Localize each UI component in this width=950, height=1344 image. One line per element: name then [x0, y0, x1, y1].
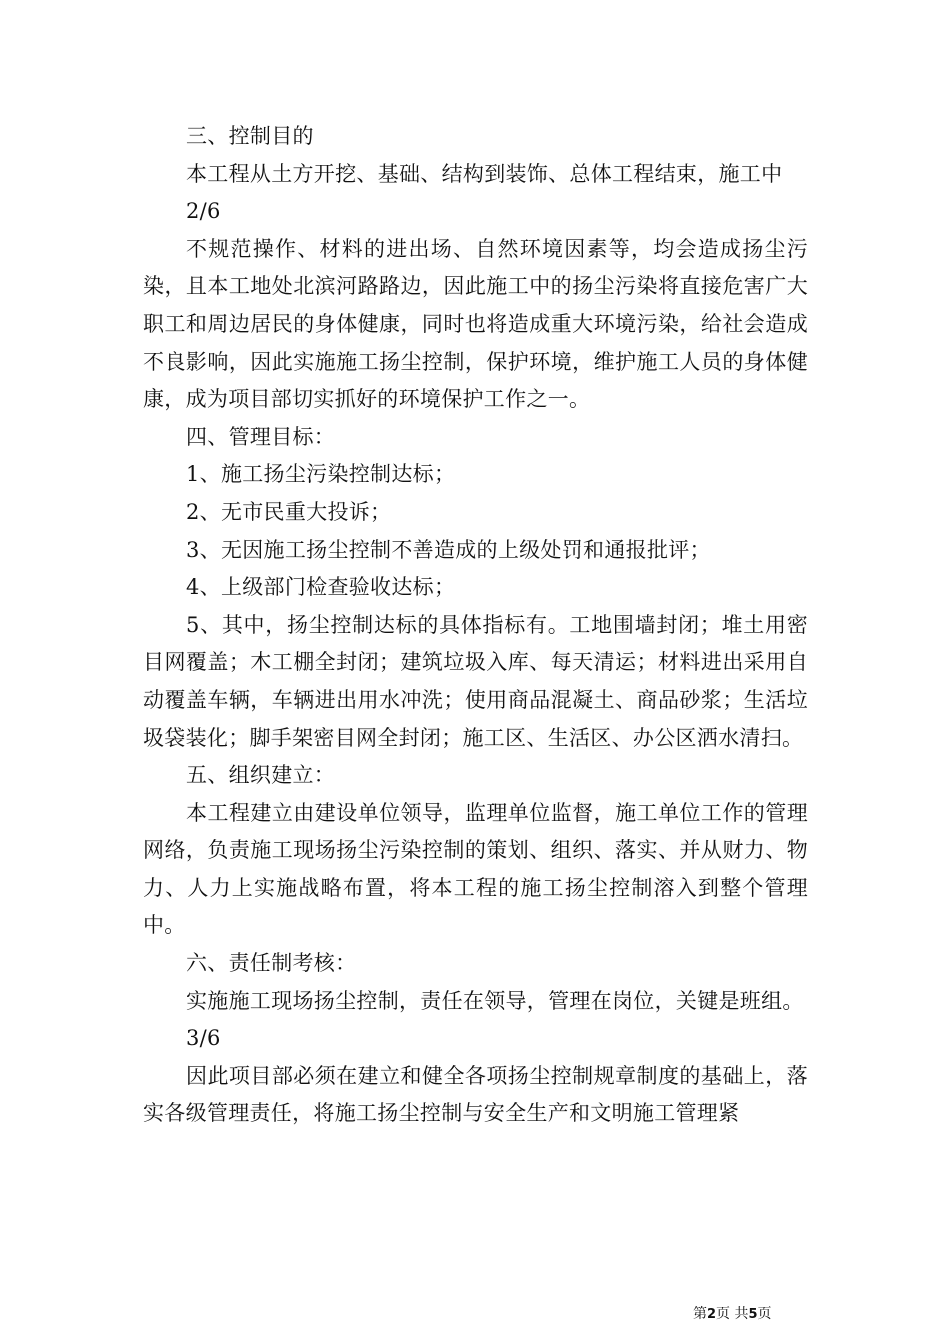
- footer-middle: 页 共: [716, 1306, 749, 1322]
- paragraph: 本工程从土方开挖、基础、结构到装饰、总体工程结束，施工中: [186, 161, 783, 186]
- page-marker: 3/6: [186, 1026, 221, 1051]
- footer-total-pages: 5: [748, 1307, 758, 1322]
- section-heading-management-goal: 四、管理目标：: [186, 424, 336, 449]
- section-heading-organization: 五、组织建立：: [186, 763, 336, 788]
- section-heading-control-goal: 三、控制目的: [186, 124, 314, 148]
- footer-prefix: 第: [693, 1306, 707, 1322]
- paragraph: 因此项目部必须在建立和健全各项扬尘控制规章制度的基础上，落实各级管理责任，将施工扬尘控制与安全生产和文明施工管理紧: [143, 1063, 808, 1126]
- page-marker: 2/6: [186, 199, 221, 224]
- paragraph: 本工程建立由建设单位领导，监理单位监督，施工单位工作的管理网络，负责施工现场扬尘污染控制的策划、组织、落实、并从财力、物力、人力上实施战略布置，将本工程的施工扬尘控制溶入到整个管理中。: [143, 800, 808, 938]
- footer-current-page: 2: [707, 1307, 717, 1322]
- list-item: 3、无因施工扬尘控制不善造成的上级处罚和通报批评；: [186, 537, 711, 562]
- footer-suffix: 页: [757, 1306, 772, 1322]
- list-item: 1、施工扬尘污染控制达标；: [186, 462, 456, 487]
- page-footer: [693, 1305, 772, 1324]
- section-heading-responsibility: 六、责任制考核：: [186, 951, 357, 976]
- paragraph: 不规范操作、材料的进出场、自然环境因素等，均会造成扬尘污染，且本工地处北滨河路路边，因此施工中的扬尘污染将直接危害广大职工和周边居民的身体健康，同时也将造成重大环境污染，给社会造成不良影响，因此实施施工扬尘控制，保护环境，维护施工人员的身体健康，成为项目部切实抓好的环境保护工作之一。: [143, 236, 808, 412]
- list-item: 5、其中，扬尘控制达标的具体指标有。工地围墙封闭；堆土用密目网覆盖；木工棚全封闭；建筑垃圾入库、每天清运；材料进出采用自动覆盖车辆，车辆进出用水冲洗；使用商品混凝土、商品砂浆；生活垃圾袋装化；脚手架密目网全封闭；施工区、生活区、办公区洒水清扫。: [143, 612, 808, 750]
- list-item: 4、上级部门检查验收达标；: [186, 575, 456, 600]
- document-body: [143, 118, 808, 1133]
- paragraph: 实施施工现场扬尘控制，责任在领导，管理在岗位，关键是班组。: [186, 988, 804, 1013]
- list-item: 2、无市民重大投诉；: [186, 499, 392, 524]
